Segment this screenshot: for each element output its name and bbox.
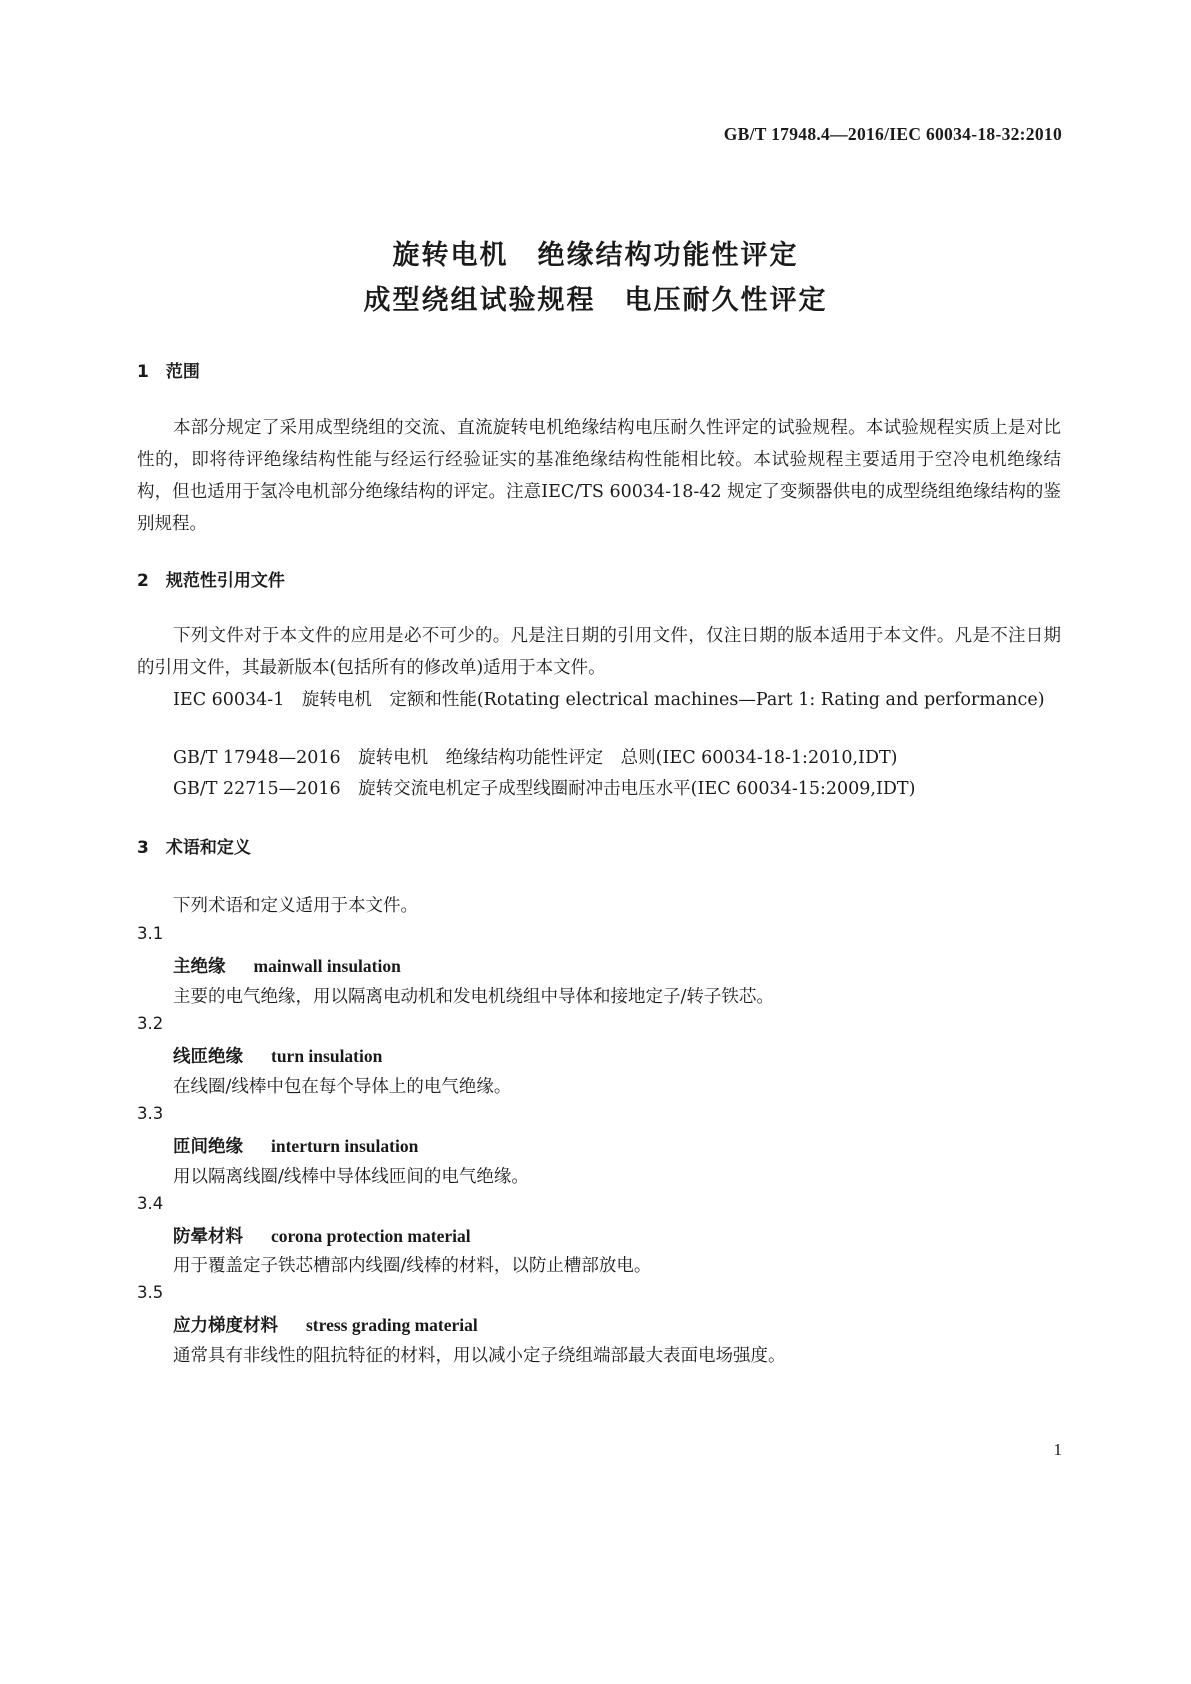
section-1-paragraph: 本部分规定了采用成型绕组的交流、直流旋转电机绝缘结构电压耐久性评定的试验规程。本试验规程实质上是对比性的，即将待评绝缘结构性能与经运行经验证实的基准绝缘结构性能相比较。本试验规程主要适用于空冷电机绝缘结构，但也适用于氢冷电机部分绝缘结构的评定。注意IEC/TS 60034-18-42 规定了变频器供电的成型绕组绝缘结构的鉴别规程。	[137, 418, 1061, 534]
section-2-heading: 2 规范性引用文件	[137, 571, 285, 591]
term-chinese: 防晕材料	[173, 1227, 243, 1247]
standard-code: GB/T 17948.4—2016/IEC 60034-18-32:2010	[723, 124, 1062, 144]
section-3-heading: 3 术语和定义	[137, 838, 251, 858]
reference-item: IEC 60034-1 旋转电机 定额和性能(Rotating electrical machines—Part 1: Rating and performance)	[173, 690, 1045, 710]
document-title-line1: 旋转电机 绝缘结构功能性评定	[392, 240, 799, 271]
term-chinese: 匝间绝缘	[173, 1137, 243, 1157]
term-chinese: 线匝绝缘	[173, 1047, 243, 1067]
term-number: 3.4	[137, 1194, 164, 1213]
term-english: mainwall insulation	[253, 956, 401, 976]
section-2-paragraph: 下列文件对于本文件的应用是必不可少的。凡是注日期的引用文件，仅注日期的版本适用于本文件。凡是不注日期的引用文件，其最新版本(包括所有的修改单)适用于本文件。	[137, 626, 1061, 678]
term-number: 3.2	[137, 1014, 164, 1033]
term-english: interturn insulation	[271, 1136, 419, 1156]
term-definition: 主要的电气绝缘，用以隔离电动机和发电机绕组中导体和接地定子/转子铁芯。	[173, 987, 774, 1007]
term-english: corona protection material	[271, 1226, 471, 1246]
reference-item: GB/T 22715—2016 旋转交流电机定子成型线圈耐冲击电压水平(IEC 60034-15:2009,IDT)	[173, 779, 916, 799]
term-number: 3.3	[137, 1104, 164, 1123]
term-definition: 用以隔离线圈/线棒中导体线匝间的电气绝缘。	[173, 1167, 529, 1187]
term-heading	[173, 1312, 478, 1337]
term-definition: 用于覆盖定子铁芯槽部内线圈/线棒的材料，以防止槽部放电。	[173, 1256, 652, 1276]
term-number: 3.5	[137, 1283, 164, 1302]
reference-item: GB/T 17948—2016 旋转电机 绝缘结构功能性评定 总则(IEC 60034-18-1:2010,IDT)	[173, 748, 898, 768]
document-title-line2: 成型绕组试验规程 电压耐久性评定	[363, 285, 828, 316]
page-number: 1	[1053, 1440, 1062, 1459]
term-english: stress grading material	[306, 1315, 478, 1335]
section-1-heading: 1 范围	[137, 362, 200, 382]
section-3-intro: 下列术语和定义适用于本文件。	[173, 896, 418, 916]
term-heading	[173, 1133, 418, 1158]
term-number: 3.1	[137, 924, 164, 943]
term-definition: 通常具有非线性的阻抗特征的材料，用以减小定子绕组端部最大表面电场强度。	[173, 1346, 786, 1366]
term-definition: 在线圈/线棒中包在每个导体上的电气绝缘。	[173, 1077, 512, 1097]
term-heading	[173, 1043, 382, 1068]
term-heading	[173, 1223, 471, 1248]
term-chinese: 主绝缘	[173, 957, 226, 977]
term-chinese: 应力梯度材料	[173, 1316, 278, 1336]
term-heading	[173, 953, 401, 978]
term-english: turn insulation	[271, 1046, 383, 1066]
